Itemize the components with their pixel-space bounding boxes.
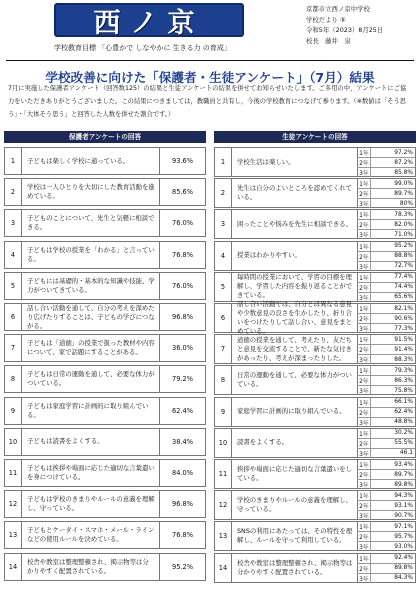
student-survey-row (214, 397, 416, 427)
student-survey-row (214, 147, 416, 177)
grade-results (357, 335, 415, 363)
grade-row (357, 324, 415, 333)
grade-row (357, 439, 415, 449)
item-percentage: 93.6% (159, 148, 205, 174)
item-text: 子どもは読書をよくする。 (27, 437, 104, 446)
grade-row (357, 501, 415, 511)
student-survey-row (214, 521, 416, 551)
item-number: 7 (215, 335, 232, 363)
grade-row (357, 304, 415, 314)
item-text: 子どもは学校の授業を「わかる」と言っている。 (27, 245, 155, 263)
parent-survey-row (4, 178, 206, 206)
grade-label: 1年 (357, 304, 371, 313)
grade-row (357, 210, 415, 220)
item-percentage: 76.0% (159, 273, 205, 299)
student-survey-row (214, 178, 416, 208)
grade-value: 85.8% (394, 169, 413, 176)
grade-label: 1年 (357, 242, 371, 251)
grade-label: 2年 (357, 564, 371, 573)
student-survey-row (214, 553, 416, 583)
grade-value: 93.4% (394, 461, 413, 468)
student-survey-row (214, 300, 416, 335)
grade-value: 89.8% (394, 565, 413, 572)
grade-label: 1年 (357, 179, 371, 188)
school-motto: 学校教育目標 「心豊かで しなやかに 生きる力 の育成」 (54, 44, 231, 52)
student-survey-row (214, 334, 416, 364)
grade-value: 93.0% (394, 543, 413, 550)
parent-survey-row (4, 553, 206, 581)
item-number: 8 (5, 366, 22, 392)
parent-survey-row (4, 428, 206, 456)
item-text: 子どもは楽しく学校に通っている。 (27, 156, 130, 165)
grade-label: 3年 (357, 262, 371, 271)
item-text: 子どもは日常の運動を通して、必要な体力がついている。 (27, 370, 155, 388)
item-number: 4 (215, 242, 232, 270)
grade-value: 99.0% (394, 180, 413, 187)
grade-label: 2年 (357, 501, 371, 510)
item-number: 1 (5, 148, 22, 174)
grade-value: 82.0% (394, 221, 413, 228)
grade-value: 62.4% (394, 409, 413, 416)
grade-row (357, 273, 415, 283)
item-percentage: 85.6% (159, 179, 205, 205)
item-number: 2 (215, 179, 232, 207)
item-text: 校舎や教室は整理整頓され、掲示物等は分かりやすく配置されている。 (27, 557, 149, 575)
grade-row (357, 252, 415, 262)
item-text: 校舎や教室は整理整頓され、掲示物等は分かりやすく配置されている。 (237, 558, 353, 576)
grade-value: 95.2% (394, 243, 413, 250)
grade-row (357, 314, 415, 324)
item-text: 学校は一人ひとりを大切にした教育活動を進めている。 (27, 183, 155, 201)
parent-survey-row (4, 272, 206, 300)
grade-results (357, 179, 415, 207)
grade-row (357, 262, 415, 271)
grade-value: 84.3% (394, 575, 413, 582)
grade-results (357, 491, 415, 519)
student-survey-row (214, 209, 416, 239)
grade-row (357, 470, 415, 480)
parent-survey-row (4, 147, 206, 175)
item-text: 子どもは「道徳」の授業で扱った教材や内容について、家で話題にすることがある。 (27, 339, 155, 357)
grade-row (357, 429, 415, 439)
grade-value: 87.2% (394, 159, 413, 166)
grade-value: 91.5% (394, 336, 413, 343)
grade-label: 1年 (357, 335, 371, 344)
grade-label: 2年 (357, 189, 371, 198)
item-number: 10 (5, 429, 22, 455)
student-survey-row (214, 272, 416, 302)
student-survey-row (214, 490, 416, 520)
grade-label: 3年 (357, 542, 371, 551)
grade-value: 77.4% (394, 274, 413, 281)
grade-label: 2年 (357, 376, 371, 385)
grade-results (357, 429, 415, 457)
item-number: 3 (215, 210, 232, 238)
grade-label: 3年 (357, 199, 371, 208)
parent-survey-row (4, 241, 206, 269)
grade-value: 65.6% (394, 294, 413, 301)
item-text: SNSの利用にあたっては、その特性を理解し、ルールを守って利用している。 (237, 527, 353, 545)
item-percentage: 62.4% (159, 398, 205, 424)
item-number: 2 (5, 179, 22, 205)
grade-value: 90.7% (394, 512, 413, 519)
grade-results (357, 398, 415, 426)
parent-survey-heading: 保護者アンケートの回答 (4, 131, 206, 143)
grade-value: 90.6% (394, 315, 413, 322)
grade-row (357, 574, 415, 583)
grade-value: 97.1% (394, 523, 413, 530)
grade-value: 86.3% (394, 377, 413, 384)
item-percentage: 36.0% (159, 335, 205, 361)
grade-row (357, 366, 415, 376)
grade-label: 2年 (357, 283, 371, 292)
grade-label: 1年 (357, 554, 371, 563)
grade-label: 1年 (357, 460, 371, 469)
grade-label: 2年 (357, 345, 371, 354)
item-number: 6 (215, 304, 232, 332)
grade-row (357, 230, 415, 239)
grade-label: 1年 (357, 210, 371, 219)
school-info (306, 4, 416, 46)
item-percentage: 96.8% (159, 491, 205, 517)
student-survey-row (214, 428, 416, 458)
logo-text: 西ノ京 (93, 7, 205, 39)
grade-value: 89.7% (394, 471, 413, 478)
grade-label: 3年 (357, 480, 371, 489)
grade-row (357, 158, 415, 168)
grade-value: 46.1 (399, 450, 413, 457)
item-percentage: 38.4% (159, 429, 205, 455)
grade-label: 2年 (357, 532, 371, 541)
grade-label: 3年 (357, 418, 371, 427)
header-divider (6, 60, 414, 61)
grade-row (357, 418, 415, 427)
parent-survey-row (4, 365, 206, 393)
item-number: 5 (215, 273, 232, 301)
grade-label: 2年 (357, 408, 371, 417)
item-number: 8 (215, 366, 232, 394)
grade-value: 72.7% (394, 263, 413, 270)
grade-value: 89.7% (394, 190, 413, 197)
newsletter-header (0, 0, 420, 64)
item-text: 子どもは学校のきまりやルールの意義を理解し、守っている。 (27, 495, 155, 513)
item-text: 日常の運動を通して、必要な体力がついている。 (237, 371, 352, 389)
item-number: 9 (5, 398, 22, 424)
grade-label: 2年 (357, 220, 371, 229)
grade-label: 3年 (357, 511, 371, 520)
item-percentage: 84.0% (159, 460, 205, 486)
item-text: 毎時間の授業において、学習の目標を理解し、学習した内容を振り返ることができている。 (237, 273, 353, 300)
item-number: 12 (215, 491, 232, 519)
grade-results (357, 242, 415, 270)
grade-row (357, 220, 415, 230)
grade-row (357, 398, 415, 408)
grade-value: 77.3% (394, 325, 413, 332)
grade-value: 74.4% (394, 284, 413, 291)
item-text: 道徳の授業を通して、考えたり、友だちと意見を交流することで、新たな気付きがあったり、考えが深まったりした。 (237, 335, 352, 362)
item-percentage: 95.2% (159, 554, 205, 580)
parent-survey-row (4, 397, 206, 425)
grade-value: 75.8% (394, 387, 413, 394)
grade-row (357, 293, 415, 302)
grade-row (357, 189, 415, 199)
item-number: 1 (215, 148, 232, 176)
item-number: 7 (5, 335, 22, 361)
grade-label: 2年 (357, 252, 371, 261)
student-survey-row (214, 241, 416, 271)
item-percentage: 76.8% (159, 242, 205, 268)
grade-label: 3年 (357, 449, 371, 458)
item-text: 話し合い活動では、自分とは異なる意見や少数意見の良さを生かしたり、折り合いをつけたりして話し合い、意見をまとめている。 (237, 300, 353, 335)
grade-value: 89.8% (394, 481, 413, 488)
parent-survey-row (4, 334, 206, 362)
grade-label: 1年 (357, 366, 371, 375)
grade-row (357, 532, 415, 542)
item-percentage: 76.8% (159, 522, 205, 548)
grade-results (357, 304, 415, 332)
grade-row (357, 564, 415, 574)
grade-label: 2年 (357, 470, 371, 479)
grade-label: 2年 (357, 158, 371, 167)
item-number: 13 (5, 522, 22, 548)
grade-row (357, 554, 415, 564)
item-number: 5 (5, 273, 22, 299)
grade-row (357, 376, 415, 386)
grade-row (357, 408, 415, 418)
item-number: 14 (5, 554, 22, 580)
grade-value: 30.2% (394, 430, 413, 437)
grade-value: 55.5% (394, 440, 413, 447)
grade-value: 95.7% (394, 533, 413, 540)
grade-label: 1年 (357, 398, 371, 407)
grade-label: 3年 (357, 293, 371, 302)
item-text: 挨拶や場面に応じた適切な言葉遣いをしている。 (237, 465, 353, 482)
grade-value: 93.1% (394, 502, 413, 509)
grade-label: 1年 (357, 273, 371, 282)
grade-results (357, 210, 415, 238)
grade-label: 3年 (357, 324, 371, 333)
grade-row (357, 511, 415, 520)
grade-value: 94.3% (394, 492, 413, 499)
grade-row (357, 522, 415, 532)
grade-results (357, 460, 415, 488)
grade-value: 79.3% (394, 367, 413, 374)
item-number: 11 (5, 460, 22, 486)
school-logo (54, 3, 244, 37)
issue-date: 令和5年（2023）8月25日 (306, 26, 384, 34)
grade-row (357, 168, 415, 177)
item-percentage: 76.0% (159, 210, 205, 236)
item-number: 4 (5, 242, 22, 268)
item-number: 9 (215, 398, 232, 426)
grade-label: 1年 (357, 522, 371, 531)
student-survey-heading: 生徒アンケートの回答 (214, 131, 416, 143)
grade-label: 3年 (357, 230, 371, 239)
grade-value: 88.3% (394, 356, 413, 363)
grade-label: 2年 (357, 439, 371, 448)
grade-value: 92.4% (394, 555, 413, 562)
grade-row (357, 199, 415, 208)
intro-paragraph: 7月に実施した保護者アンケート（回答数125）の結果と生徒アンケートの結果を併せてお知らせいたします。ご多用の中，アンケートにご協力をいただきありがとうございました。この結果につきましては，教職員と共有し，今後の学校教育につなげて参ります。（※数値は「そう思う」・「大体そう思う」と回答した人数を併せた割合です。） (8, 85, 407, 118)
student-survey-row (214, 459, 416, 489)
grade-label: 3年 (357, 574, 371, 583)
grade-row (357, 242, 415, 252)
item-text: 学校生活は楽しい。 (237, 157, 295, 166)
item-number: 10 (215, 429, 232, 457)
grade-row (357, 460, 415, 470)
grade-row (357, 449, 415, 458)
parent-survey-row (4, 490, 206, 518)
grade-label: 1年 (357, 148, 371, 157)
grade-row (357, 491, 415, 501)
grade-row (357, 480, 415, 489)
grade-row (357, 355, 415, 364)
grade-value: 78.3% (394, 211, 413, 218)
grade-row (357, 179, 415, 189)
grade-label: 1年 (357, 429, 371, 438)
grade-value: 97.2% (394, 149, 413, 156)
item-number: 3 (5, 210, 22, 236)
grade-row (357, 148, 415, 158)
item-text: 話し合い活動を通して、自分の考えを深めたり広げたりすることは、子どもの学びにつながる。 (27, 303, 155, 330)
grade-label: 1年 (357, 491, 371, 500)
grade-results (357, 522, 415, 550)
item-text: 困ったことや悩みを先生に相談できる。 (237, 219, 353, 228)
page-title: 学校改善に向けた「保護者・生徒アンケート」（7月）結果 (45, 70, 375, 85)
item-text: 学校のきまりやルールの意義を理解し、守っている。 (237, 496, 352, 514)
item-text: 子どもは挨拶や場面に応じた適切な言葉遣いを身につけている。 (27, 464, 155, 481)
item-text: 授業はわかりやすい。 (237, 251, 301, 260)
grade-value: 82.1% (394, 305, 413, 312)
parent-survey-row (4, 209, 206, 237)
item-text: 先生は自分のよいところを認めてくれている。 (237, 184, 353, 202)
grade-value: 66.1% (394, 399, 413, 406)
grade-value: 48.8% (394, 419, 413, 426)
grade-label: 3年 (357, 386, 371, 395)
item-number: 6 (5, 304, 22, 330)
grade-value: 88.8% (394, 253, 413, 260)
item-text: 読書をよくする。 (237, 438, 289, 447)
grade-row (357, 335, 415, 345)
grade-row (357, 542, 415, 551)
grade-label: 3年 (357, 168, 371, 177)
item-text: 子どものことについて、先生と気軽に相談できる。 (27, 214, 155, 232)
item-number: 12 (5, 491, 22, 517)
grade-value: 91.4% (394, 346, 413, 353)
item-percentage: 96.8% (159, 304, 205, 330)
item-number: 13 (215, 522, 232, 550)
principal-name: 校長 藤井 泉 (306, 36, 351, 45)
grade-value: 71.0% (394, 231, 413, 238)
issue-label: 学校だより ⑤ (306, 15, 346, 24)
student-survey-row (214, 365, 416, 395)
item-percentage: 79.2% (159, 366, 205, 392)
grade-results (357, 273, 415, 301)
grade-label: 3年 (357, 355, 371, 364)
item-text: 子どもとケータイ・スマホ・メール・ラインなどの使用ルールを決めている。 (27, 526, 155, 544)
parent-survey-row (4, 303, 206, 331)
item-text: 子どもは家庭学習に計画的に取り組んでいる。 (27, 401, 149, 419)
item-number: 14 (215, 554, 232, 582)
grade-results (357, 366, 415, 394)
item-number: 11 (215, 460, 232, 488)
grade-row (357, 386, 415, 395)
grade-results (357, 148, 415, 176)
grade-row (357, 283, 415, 293)
parent-survey-row (4, 521, 206, 549)
item-text: 子どもには基礎的・基本的な知識や技能、学力がついてきている。 (27, 276, 155, 294)
grade-results (357, 554, 415, 582)
grade-label: 2年 (357, 314, 371, 323)
grade-value: 80% (399, 200, 413, 207)
item-text: 家庭学習に計画的に取り組んでいる。 (237, 407, 346, 416)
grade-row (357, 345, 415, 355)
parent-survey-row (4, 459, 206, 487)
school-name: 京都市立西ノ京中学校 (306, 5, 370, 13)
